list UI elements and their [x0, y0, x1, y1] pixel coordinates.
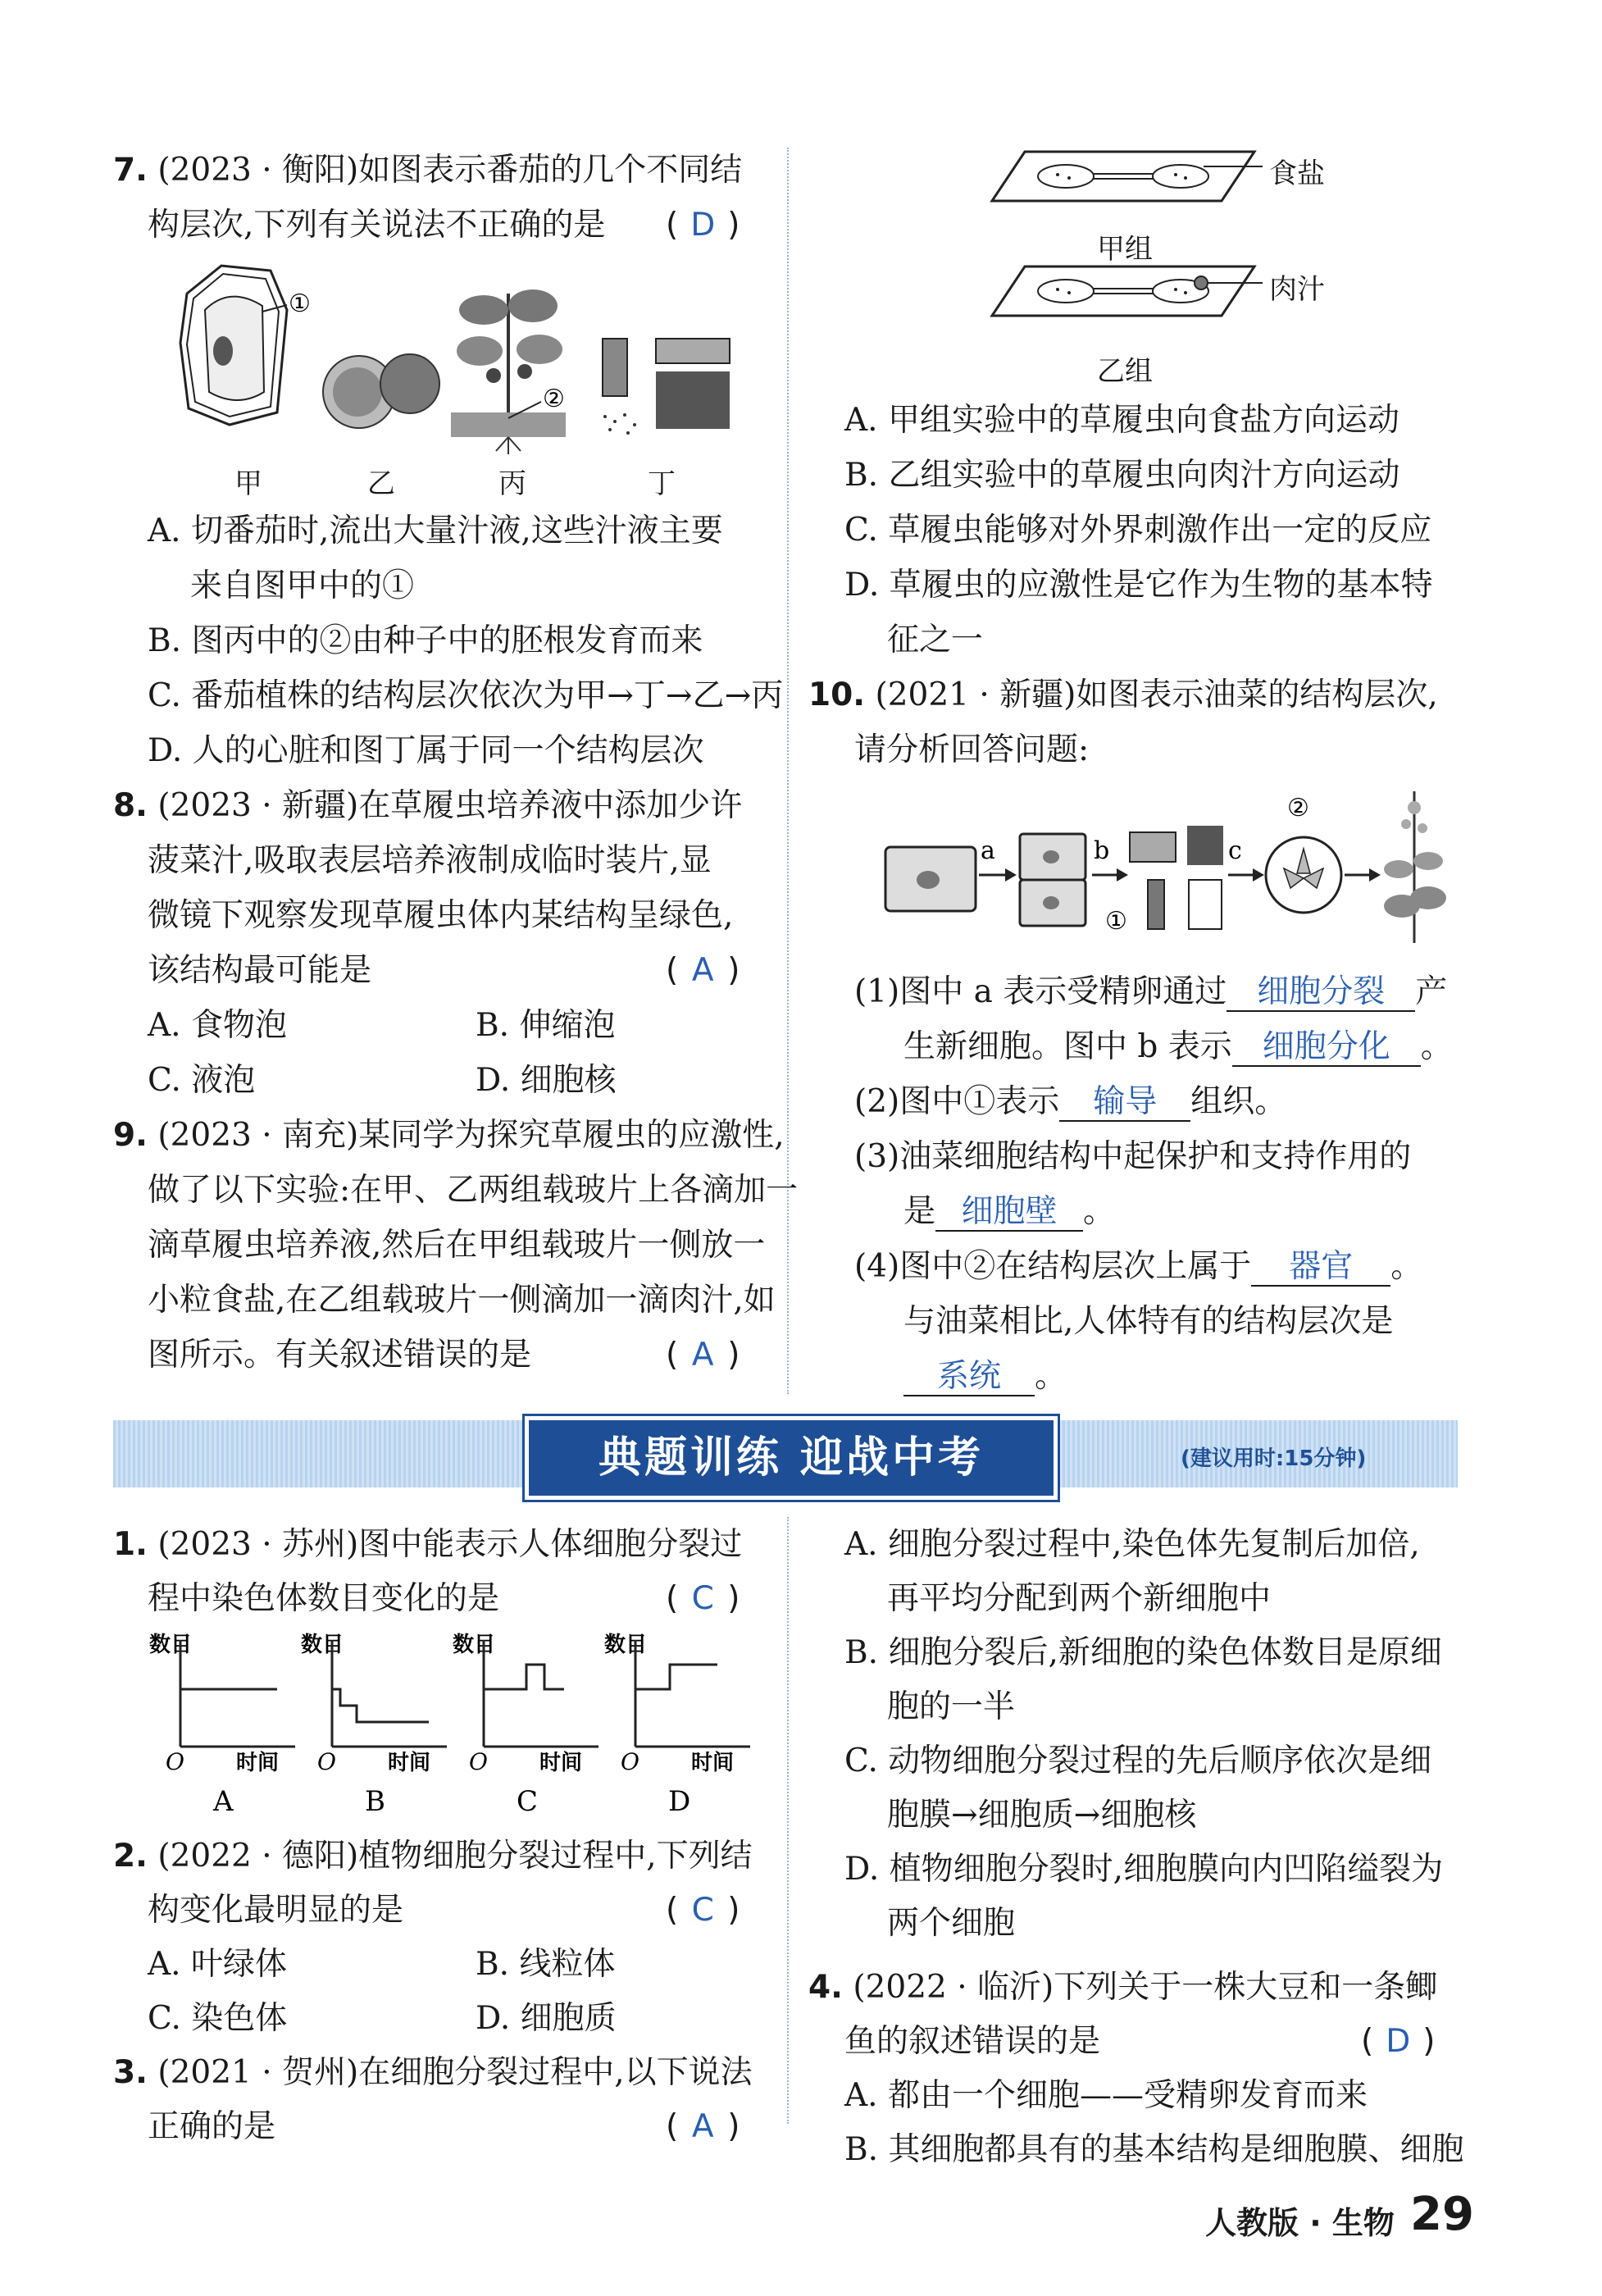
- answer-bracket: ( A ): [666, 2106, 740, 2148]
- option-c-cont: 胞膜→细胞质→细胞核: [887, 1797, 1197, 1834]
- option-c: C. 动物细胞分裂过程的先后顺序依次是细: [844, 1742, 1432, 1779]
- chromosome-graphs-figure: [139, 1632, 762, 1820]
- answer-blank-2: 细胞分化: [1232, 1029, 1421, 1067]
- fig-mark-1: ①: [1105, 907, 1127, 936]
- question-text: 菠菜汁,吸取表层培养液制成临时装片,显: [148, 842, 712, 879]
- answer-value: D: [1386, 2023, 1411, 2060]
- sub-question-4-text: 与油菜相比,人体特有的结构层次是: [903, 1303, 1394, 1340]
- sub-question-4-text: (4)图中②在结构层次上属于: [854, 1248, 1252, 1285]
- fig-label-yi: 乙: [367, 467, 395, 500]
- option-c: C. 液泡: [148, 1062, 256, 1099]
- fig-label-group-jia: 甲组: [1097, 233, 1153, 266]
- answer-bracket: ( D ): [666, 204, 740, 247]
- column-divider-bottom: [787, 1517, 789, 2124]
- option-b: B. 其细胞都具有的基本结构是细胞膜、细胞: [844, 2131, 1464, 2168]
- question-text: 正确的是: [148, 2108, 276, 2145]
- sub-question-3-text: (3)油菜细胞结构中起保护和支持作用的: [854, 1138, 1412, 1175]
- section-title: 典题训练 迎战中考: [525, 1416, 1058, 1500]
- answer-value: C: [691, 1892, 714, 1929]
- answer-value: D: [690, 207, 716, 244]
- question-number: 3.: [113, 2054, 148, 2091]
- answer-blank-5: 器官: [1251, 1249, 1390, 1287]
- option-d: D. 植物细胞分裂时,细胞膜向内凹陷缢裂为: [844, 1851, 1444, 1888]
- answer-bracket: ( C ): [666, 1889, 740, 1932]
- question-number: 8.: [113, 787, 148, 824]
- answer-blank-3: 输导: [1059, 1084, 1190, 1122]
- question-text: 构层次,下列有关说法不正确的是: [148, 207, 606, 244]
- fig-mark-2: ②: [543, 385, 565, 413]
- option-d: D. 人的心脏和图丁属于同一个结构层次: [148, 732, 704, 769]
- question-text: 构变化最明显的是: [148, 1892, 404, 1929]
- question-text: (2023 · 苏州)图中能表示人体细胞分裂过: [157, 1526, 743, 1563]
- graph-d: [604, 1633, 750, 1818]
- sub-question-2-text: (2)图中①表示: [854, 1083, 1060, 1120]
- graph-d-origin: O: [621, 1748, 639, 1775]
- graph-b-label: B: [365, 1785, 385, 1818]
- option-d: D. 细胞质: [476, 2000, 617, 2037]
- answer-value: A: [691, 1337, 714, 1374]
- question-text: (2021 · 贺州)在细胞分裂过程中,以下说法: [157, 2054, 753, 2091]
- answer-blank-6: 系统: [903, 1359, 1035, 1396]
- answer-value: C: [691, 1580, 714, 1617]
- sub-question-3-text: 是: [903, 1193, 936, 1230]
- book-edition-label: 人教版 · 生物: [1205, 2205, 1395, 2241]
- option-a: A. 叶绿体: [148, 1946, 287, 1983]
- answer-bracket: ( A ): [666, 950, 740, 992]
- fig-mark-b: b: [1094, 836, 1110, 865]
- sub-question-1-text: (1)图中 a 表示受精卵通过: [854, 973, 1227, 1010]
- option-d-cont: 征之一: [887, 622, 984, 658]
- option-b: B. 乙组实验中的草履虫向肉汁方向运动: [844, 457, 1400, 494]
- option-d-cont: 两个细胞: [887, 1905, 1016, 1942]
- rapeseed-structure-figure: [877, 783, 1451, 947]
- question-text: 小粒食盐,在乙组载玻片一侧滴加一滴肉汁,如: [148, 1282, 776, 1319]
- question-text: 滴草履虫培养液,然后在甲组载玻片一侧放一: [148, 1227, 766, 1264]
- graph-a-label: A: [213, 1785, 234, 1818]
- option-d: D. 细胞核: [476, 1062, 617, 1099]
- tissue-drawing: [603, 339, 730, 435]
- graph-c: [453, 1633, 598, 1818]
- fig-label-bing: 丙: [498, 467, 526, 500]
- suggested-time-note: (建议用时:15分钟): [1181, 1446, 1367, 1471]
- question-text: 微镜下观察发现草履虫体内某结构呈绿色,: [148, 897, 734, 934]
- fig-label-jia: 甲: [234, 467, 262, 500]
- question-text: 请分析回答问题:: [854, 731, 1090, 768]
- question-text: (2022 · 临沂)下列关于一株大豆和一条鲫: [853, 1969, 1438, 2006]
- option-c: C. 草履虫能够对外界刺激作出一定的反应: [844, 512, 1432, 549]
- question-number: 4.: [808, 1969, 843, 2006]
- graph-c-label: C: [517, 1785, 539, 1818]
- option-b: B. 伸缩泡: [476, 1007, 616, 1044]
- question-number: 2.: [113, 1838, 148, 1875]
- answer-value: A: [691, 952, 714, 989]
- answer-bracket: ( D ): [1361, 2020, 1435, 2063]
- question-number: 1.: [113, 1526, 148, 1563]
- graph-b-origin: O: [317, 1748, 336, 1775]
- question-text: 图所示。有关叙述错误的是: [148, 1337, 532, 1374]
- answer-blank-4: 细胞壁: [935, 1194, 1083, 1232]
- graph-a-y-label: 数目: [149, 1633, 193, 1657]
- option-a-cont: 再平均分配到两个新细胞中: [887, 1580, 1272, 1617]
- question-text: 做了以下实验:在甲、乙两组载玻片上各滴加一: [148, 1172, 799, 1209]
- question-text: (2023 · 南充)某同学为探究草履虫的应激性,: [157, 1117, 785, 1154]
- question-text: (2022 · 德阳)植物细胞分裂过程中,下列结: [157, 1838, 753, 1875]
- graph-a-origin: O: [166, 1748, 184, 1775]
- option-b: B. 图丙中的②由种子中的胚根发育而来: [148, 622, 703, 659]
- graph-c-x-label: 时间: [539, 1751, 583, 1775]
- option-a: A. 切番茄时,流出大量汁液,这些汁液主要: [148, 512, 723, 549]
- option-b-cont: 胞的一半: [887, 1688, 1016, 1725]
- graph-b-y-label: 数目: [301, 1633, 344, 1657]
- sub-question-1-text: 。: [1420, 1028, 1453, 1065]
- option-a: A. 细胞分裂过程中,染色体先复制后加倍,: [844, 1526, 1420, 1563]
- option-a-cont: 来自图甲中的①: [190, 567, 415, 604]
- tomato-structure-figure: [172, 261, 762, 458]
- graph-b-x-label: 时间: [388, 1751, 431, 1775]
- fig-label-meat-juice: 肉汁: [1269, 273, 1325, 306]
- question-text: (2023 · 新疆)在草履虫培养液中添加少许: [157, 787, 743, 824]
- fig-mark-a: a: [981, 836, 995, 865]
- option-a: A. 食物泡: [148, 1007, 287, 1044]
- option-c: C. 染色体: [148, 2000, 288, 2037]
- graph-c-origin: O: [469, 1748, 488, 1775]
- question-number: 10.: [808, 676, 866, 713]
- fig-mark-1: ①: [289, 289, 311, 318]
- graph-d-y-label: 数目: [604, 1633, 648, 1657]
- plant-cell-drawing: [180, 266, 287, 425]
- option-a: A. 甲组实验中的草履虫向食盐方向运动: [844, 402, 1399, 439]
- sub-question-1-text: 生新细胞。图中 b 表示: [903, 1028, 1232, 1065]
- question-number: 9.: [113, 1117, 148, 1154]
- graph-c-y-label: 数目: [453, 1633, 496, 1657]
- graph-b: [301, 1633, 447, 1818]
- question-text: (2021 · 新疆)如图表示油菜的结构层次,: [875, 676, 1438, 713]
- graph-d-label: D: [668, 1785, 691, 1818]
- question-text: (2023 · 衡阳)如图表示番茄的几个不同结: [157, 152, 743, 189]
- tomato-plant-drawing: [451, 289, 566, 454]
- fig-mark-c: c: [1228, 836, 1242, 865]
- option-b: B. 线粒体: [476, 1946, 616, 1983]
- fig-label-group-yi: 乙组: [1097, 355, 1153, 388]
- graph-d-x-label: 时间: [691, 1751, 735, 1775]
- sub-question-1-text: 产: [1415, 973, 1448, 1010]
- option-c: C. 番茄植株的结构层次依次为甲→丁→乙→丙: [148, 677, 784, 714]
- option-b: B. 细胞分裂后,新细胞的染色体数目是原细: [844, 1634, 1442, 1671]
- graph-a-x-label: 时间: [236, 1751, 280, 1775]
- graph-a: [149, 1633, 295, 1818]
- sub-question-2-text: 组织。: [1190, 1083, 1287, 1120]
- sub-question-4-text: 。: [1390, 1248, 1423, 1285]
- answer-bracket: ( A ): [666, 1334, 740, 1377]
- question-text: 鱼的叙述错误的是: [844, 2023, 1101, 2060]
- fig-mark-2: ②: [1287, 794, 1309, 822]
- question-text: 程中染色体数目变化的是: [148, 1580, 500, 1617]
- question-text: 该结构最可能是: [148, 952, 372, 989]
- option-d: D. 草履虫的应激性是它作为生物的基本特: [844, 567, 1433, 604]
- sub-question-4-text: 。: [1035, 1358, 1067, 1395]
- answer-value: A: [691, 2108, 714, 2145]
- fig-label-salt: 食盐: [1269, 157, 1325, 190]
- sub-question-3-text: 。: [1083, 1193, 1116, 1230]
- answer-bracket: ( C ): [666, 1578, 740, 1620]
- option-a: A. 都由一个细胞——受精卵发育而来: [844, 2077, 1368, 2114]
- question-number: 7.: [113, 152, 148, 189]
- tomato-fruit-drawing: [323, 354, 439, 428]
- fig-label-ding: 丁: [648, 467, 676, 500]
- answer-blank-1: 细胞分裂: [1227, 974, 1415, 1012]
- page-number: 29: [1410, 2188, 1474, 2241]
